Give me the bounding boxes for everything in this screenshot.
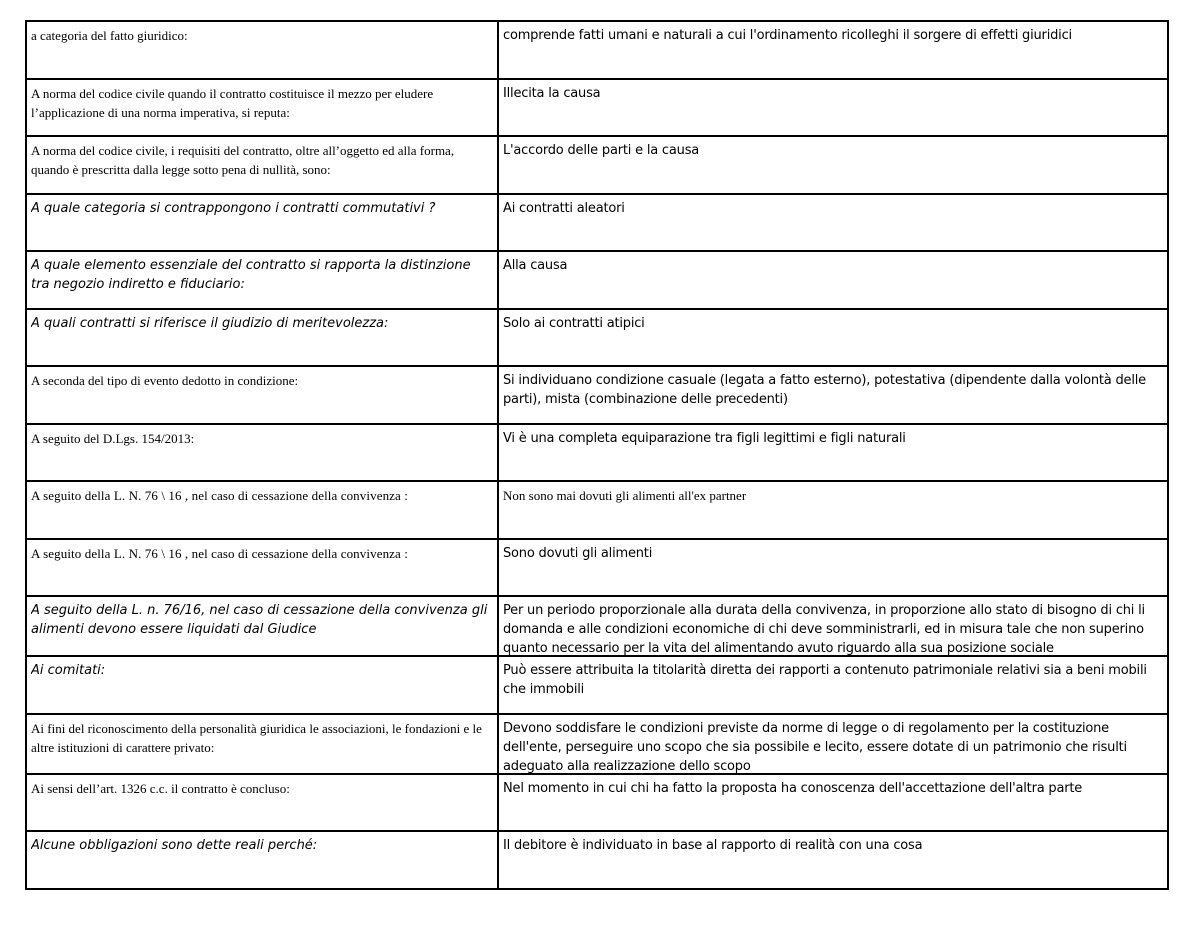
answer-text: Si individuano condizione casuale (legata a fatto esterno), potestativa (dipendente dalla volontà delle parti), mista (combinazione delle precedenti) xyxy=(503,373,1146,407)
question-cell xyxy=(26,596,498,656)
question-cell xyxy=(26,481,498,539)
table-row xyxy=(26,481,1168,539)
answer-text: Non sono mai dovuti gli alimenti all'ex partner xyxy=(503,488,747,503)
answer-text: Il debitore è individuato in base al rapporto di realità con una cosa xyxy=(503,838,923,853)
question-text: A seguito del D.Lgs. 154/2013: xyxy=(31,430,195,446)
answer-text: Solo ai contratti atipici xyxy=(503,315,645,331)
question-cell xyxy=(26,194,498,252)
quiz-table-body xyxy=(26,21,1168,889)
question-text: A quali contratti si riferisce il giudizio di meritevolezza: xyxy=(31,315,389,331)
question-cell xyxy=(26,539,498,597)
answer-text: Può essere attribuita la titolarità diretta dei rapporti a contenuto patrimoniale relativi sia a beni mobili che immobili xyxy=(503,663,1147,697)
question-cell xyxy=(26,251,498,309)
question-text: A seguito della L. n. 76/16, nel caso di cessazione della convivenza gli alimenti devono essere liquidati dal Giudice xyxy=(31,603,488,637)
question-text: Alcune obbligazioni sono dette reali perché: xyxy=(31,838,318,853)
quiz-table xyxy=(25,20,1169,890)
question-cell xyxy=(26,21,498,79)
question-text: a categoria del fatto giuridico: xyxy=(31,28,188,43)
table-row xyxy=(26,21,1168,79)
question-cell xyxy=(26,774,498,832)
table-row xyxy=(26,136,1168,194)
question-cell xyxy=(26,424,498,482)
answer-text: Nel momento in cui chi ha fatto la proposta ha conoscenza dell'accettazione dell'altra parte xyxy=(503,780,1083,796)
table-row xyxy=(26,774,1168,832)
question-text: A norma del codice civile, i requisiti del contratto, oltre all’oggetto ed alla forma, quando è prescritta dalla legge sotto pena di nullità, sono: xyxy=(31,143,455,177)
answer-text: Sono dovuti gli alimenti xyxy=(503,545,653,561)
question-cell xyxy=(26,309,498,367)
question-text: A norma del codice civile quando il contratto costituisce il mezzo per eludere l’applicazione di una norma imperativa, si reputa: xyxy=(31,85,434,120)
question-cell xyxy=(26,714,498,774)
table-row xyxy=(26,309,1168,367)
question-cell xyxy=(26,366,498,424)
answer-text: comprende fatti umani e naturali a cui l'ordinamento ricolleghi il sorgere di effetti giuridici xyxy=(503,28,1072,43)
question-cell xyxy=(26,136,498,194)
question-cell xyxy=(26,831,498,889)
answer-cell xyxy=(498,309,1168,367)
table-row xyxy=(26,656,1168,714)
answer-text: Per un periodo proporzionale alla durata della convivenza, in proporzione allo stato di bisogno di chi li domanda e alle condizioni economiche di chi deve somministrarli, ed in misura tale che non superino quanto necessario per la vita del alimentando avuto riguardo alla sua posizione sociale xyxy=(503,603,1145,655)
answer-text: Illecita la causa xyxy=(503,85,601,101)
answer-text: Ai contratti aleatori xyxy=(503,200,625,216)
question-text: Ai comitati: xyxy=(31,663,106,678)
question-text: A quale categoria si contrappongono i contratti commutativi ? xyxy=(31,200,436,216)
answer-cell xyxy=(498,424,1168,482)
answer-cell xyxy=(498,714,1168,774)
question-text: Ai sensi dell’art. 1326 c.c. il contratto è concluso: xyxy=(31,780,290,796)
answer-cell xyxy=(498,194,1168,252)
answer-cell xyxy=(498,774,1168,832)
answer-cell xyxy=(498,656,1168,714)
question-text: A quale elemento essenziale del contratto si rapporta la distinzione tra negozio indiretto e fiduciario: xyxy=(31,258,471,292)
table-row xyxy=(26,424,1168,482)
answer-text: Vi è una completa equiparazione tra figli legittimi e figli naturali xyxy=(503,430,906,446)
answer-cell xyxy=(498,251,1168,309)
answer-cell xyxy=(498,136,1168,194)
answer-cell xyxy=(498,481,1168,539)
question-text: A seguito della L. N. 76 \ 16 , nel caso di cessazione della convivenza : xyxy=(31,545,408,561)
question-text: A seguito della L. N. 76 \ 16 , nel caso di cessazione della convivenza : xyxy=(31,488,408,503)
answer-cell xyxy=(498,366,1168,424)
question-cell xyxy=(26,79,498,137)
answer-text: Alla causa xyxy=(503,258,568,273)
question-text: A seconda del tipo di evento dedotto in condizione: xyxy=(31,373,299,388)
answer-text: L'accordo delle parti e la causa xyxy=(503,143,700,158)
table-row xyxy=(26,831,1168,889)
answer-cell xyxy=(498,21,1168,79)
table-row xyxy=(26,366,1168,424)
table-row xyxy=(26,596,1168,656)
table-row xyxy=(26,194,1168,252)
table-row xyxy=(26,251,1168,309)
answer-cell xyxy=(498,596,1168,656)
table-row xyxy=(26,79,1168,137)
question-cell xyxy=(26,656,498,714)
table-row xyxy=(26,539,1168,597)
question-text: Ai fini del riconoscimento della personalità giuridica le associazioni, le fondazioni e le altre istituzioni di carattere privato: xyxy=(31,720,482,755)
answer-cell xyxy=(498,831,1168,889)
answer-cell xyxy=(498,79,1168,137)
table-row xyxy=(26,714,1168,774)
answer-text: Devono soddisfare le condizioni previste da norme di legge o di regolamento per la costituzione dell'ente, perseguire uno scopo che sia possibile e lecito, essere dotate di un patrimonio che risulti adeguato alla realizzazione dello scopo xyxy=(503,720,1127,773)
answer-cell xyxy=(498,539,1168,597)
